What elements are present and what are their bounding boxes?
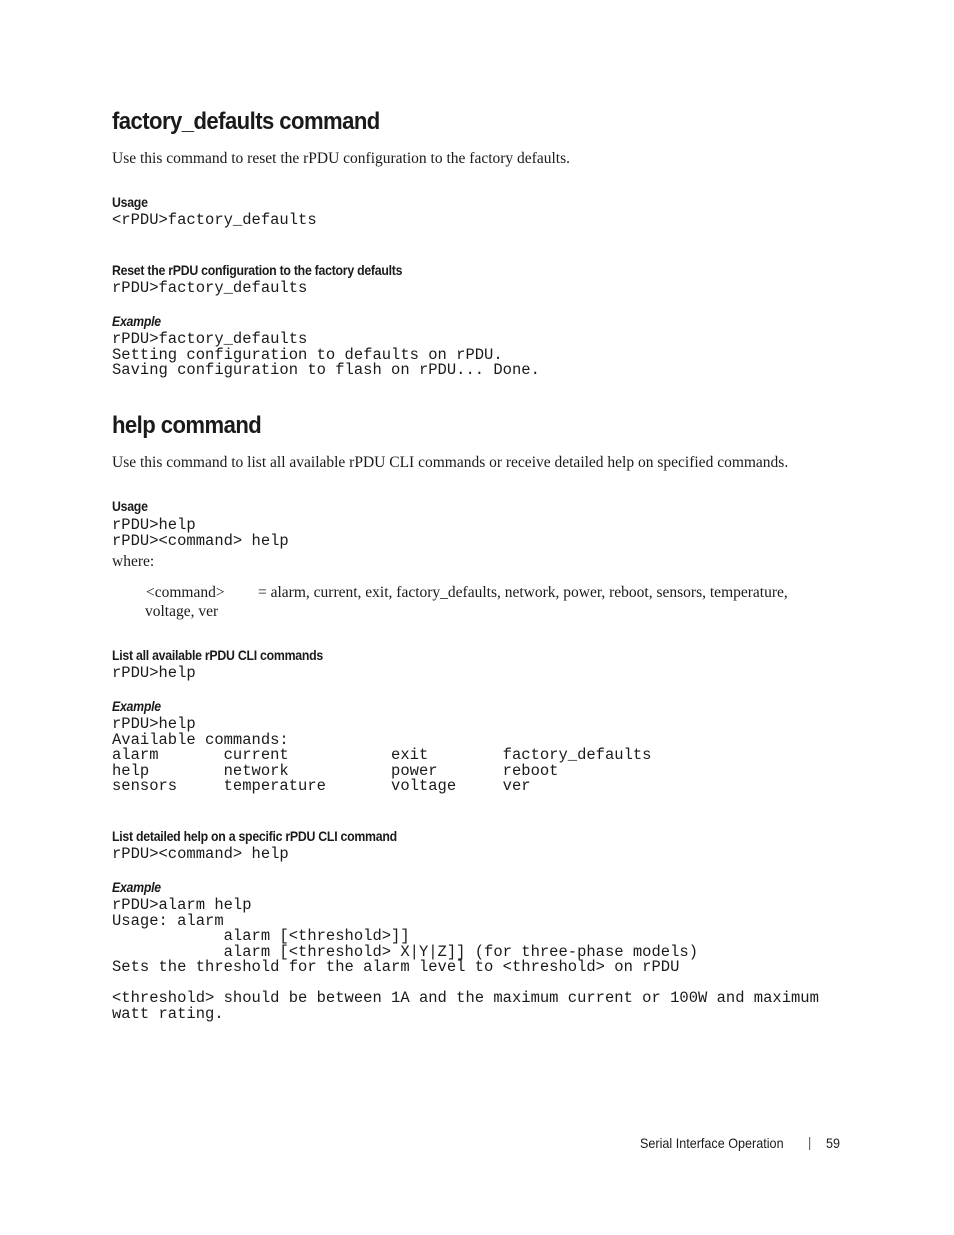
factory-subheading: Reset the rPDU configuration to the factory defaults: [112, 262, 403, 278]
factory-usage-code: <rPDU>factory_defaults: [112, 211, 317, 229]
factory-example-code: rPDU>factory_defaults Setting configuration to defaults on rPDU. Saving configuration to flash on rPDU... Done.: [112, 330, 540, 379]
help-example1-label: Example: [112, 698, 161, 714]
help-detail-code: rPDU><command> help: [112, 845, 289, 863]
help-usage-label: Usage: [112, 498, 148, 514]
footer-section-name: Serial Interface Operation: [640, 1135, 784, 1151]
factory-sub-code: rPDU>factory_defaults: [112, 279, 308, 297]
help-list-code: rPDU>help: [112, 664, 196, 682]
help-example2-label: Example: [112, 879, 161, 895]
factory-usage-label: Usage: [112, 194, 148, 210]
help-list-heading: List all available rPDU CLI commands: [112, 647, 323, 663]
factory-intro: Use this command to reset the rPDU configuration to the factory defaults.: [112, 150, 570, 167]
help-param-desc-line2: voltage, ver: [145, 603, 219, 620]
footer-separator: |: [808, 1134, 812, 1150]
help-param-name: <command>: [146, 584, 225, 601]
help-param-desc-line1: = alarm, current, exit, factory_defaults, network, power, reboot, sensors, temperature,: [258, 584, 788, 601]
help-intro: Use this command to list all available rPDU CLI commands or receive detailed help on specified commands.: [112, 454, 789, 471]
section-title-factory-defaults: factory_defaults command: [112, 108, 380, 135]
help-example1-code: rPDU>help Available commands: alarm current exit factory_defaults help network power reboot sensors temperature voltage ver: [112, 715, 652, 795]
help-example2-code: rPDU>alarm help Usage: alarm alarm [<threshold>]] alarm [<threshold> X|Y|Z]] (for three-phase models) Sets the threshold for the alarm level to <threshold> on rPDU <threshold> should be between 1A and the maximum current or 100W and maximum watt rating.: [112, 896, 819, 1023]
section-title-help: help command: [112, 412, 262, 439]
factory-example-label: Example: [112, 313, 161, 329]
help-usage-code: rPDU>help rPDU><command> help: [112, 516, 289, 550]
footer-page-number: 59: [826, 1135, 841, 1151]
help-detail-heading: List detailed help on a specific rPDU CLI command: [112, 828, 397, 844]
help-where-label: where:: [112, 553, 155, 570]
